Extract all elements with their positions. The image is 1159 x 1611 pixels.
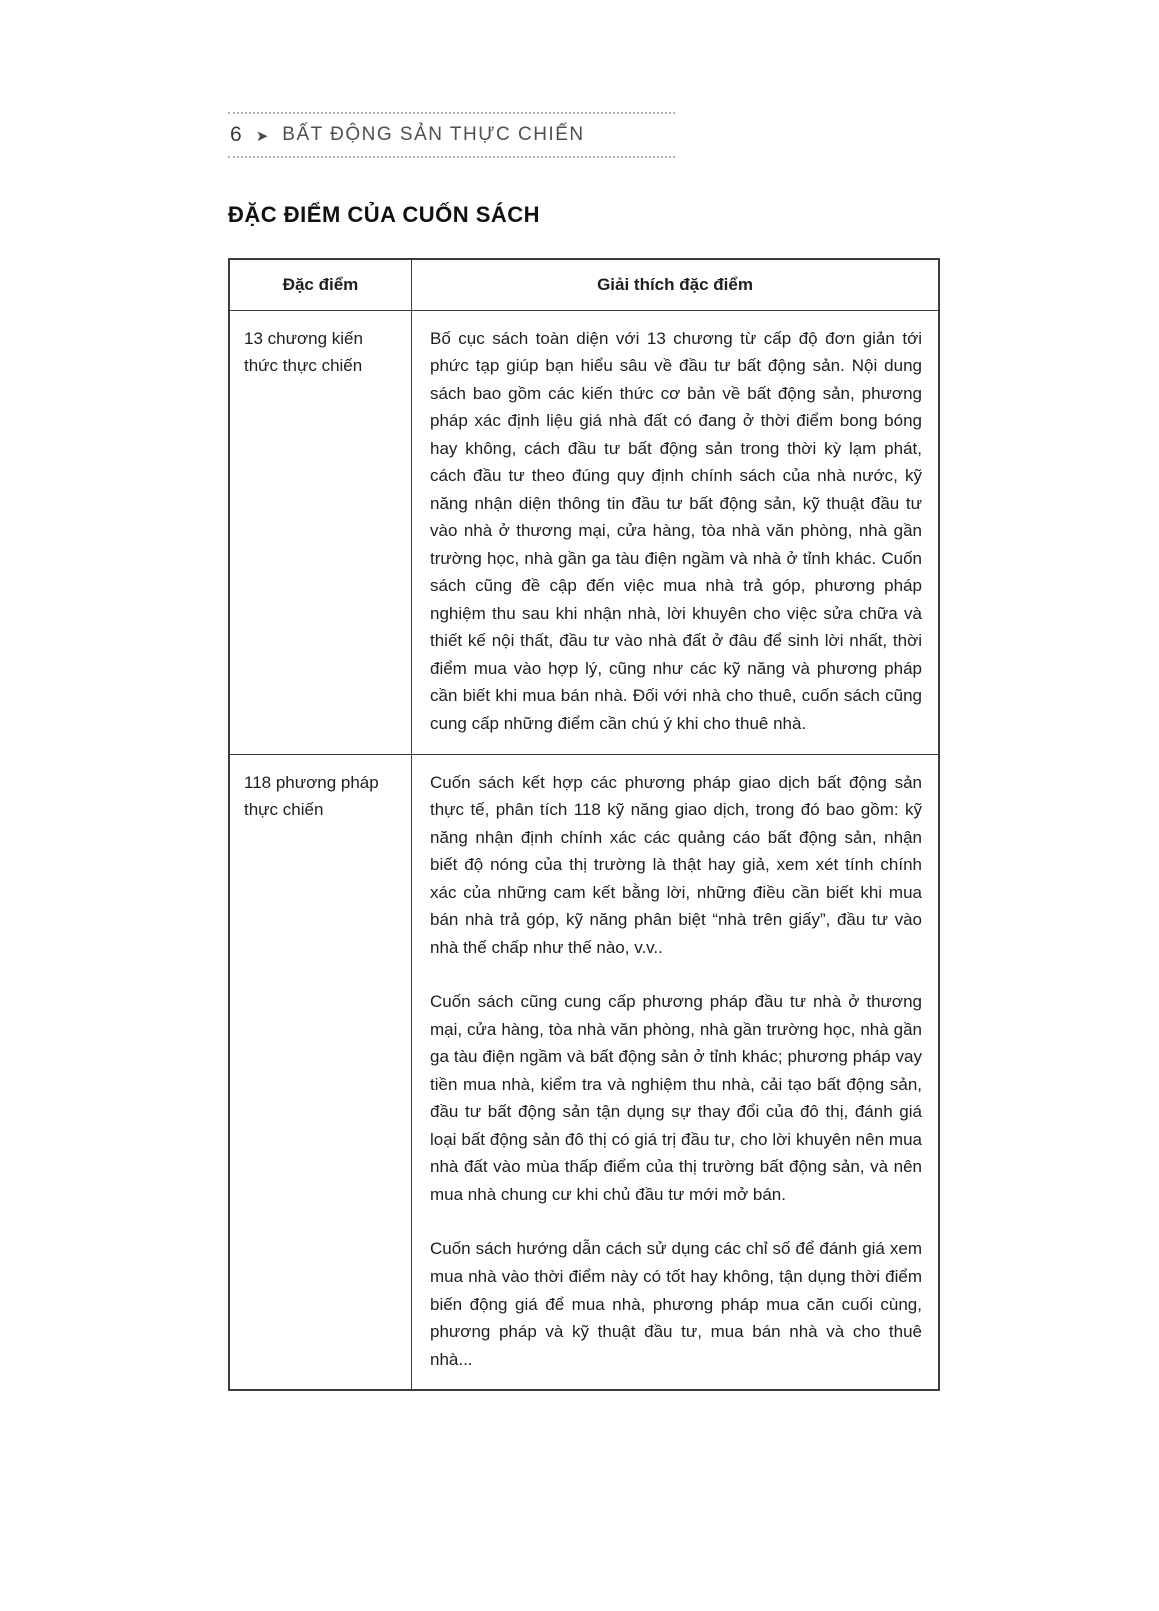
arrow-icon: ➤ <box>255 128 269 145</box>
explanation-paragraph: Bố cục sách toàn diện với 13 chương từ cấp độ đơn giản tới phức tạp giúp bạn hiểu sâu về đầu tư bất động sản. Nội dung sách bao gồm các kiến thức cơ bản về bất động sản, phương pháp xác định liệu giá nhà đất có đang ở thời điểm bong bóng hay không, cách đầu tư bất động sản trong thời kỳ lạm phát, cách đầu tư theo đúng quy định chính sách của nhà nước, kỹ năng nhận diện thông tin đầu tư bất động sản, kỹ thuật đầu tư vào nhà ở thương mại, cửa hàng, tòa nhà văn phòng, nhà gần trường học, nhà gần ga tàu điện ngầm và nhà ở tỉnh khác. Cuốn sách cũng đề cập đến việc mua nhà trả góp, phương pháp nghiệm thu sau khi nhận nhà, lời khuyên cho việc sửa chữa và thiết kế nội thất, đầu tư vào nhà đất ở đâu để sinh lời nhất, thời điểm mua vào hợp lý, cũng như các kỹ năng và phương pháp cần biết khi mua bán nhà. Đối với nhà cho thuê, cuốn sách cũng cung cấp những điểm cần chú ý khi cho thuê nhà. <box>430 328 922 733</box>
section-title: ĐẶC ĐIỂM CỦA CUỐN SÁCH <box>228 202 541 227</box>
table-row <box>230 310 938 754</box>
table-row <box>230 754 938 1390</box>
explanation-paragraph: Cuốn sách kết hợp các phương pháp giao dịch bất động sản thực tế, phân tích 118 kỹ năng giao dịch, trong đó bao gồm: kỹ năng nhận định chính xác các quảng cáo bất động sản, nhận biết độ nóng của thị trường là thật hay giả, xem xét tính chính xác của những cam kết bằng lời, những điều cần biết khi mua bán nhà trả góp, kỹ năng phân biệt “nhà trên giấy”, đầu tư vào nhà thế chấp như thế nào, v.v.. <box>430 772 922 957</box>
features-table <box>228 258 940 1391</box>
explanation-cell <box>412 311 938 754</box>
explanation-paragraph: Cuốn sách cũng cung cấp phương pháp đầu tư nhà ở thương mại, cửa hàng, tòa nhà văn phòng, nhà gần trường học, nhà gần ga tàu điện ngầm và bất động sản ở tỉnh khác; phương pháp vay tiền mua nhà, kiểm tra và nghiệm thu nhà, cải tạo bất động sản, đầu tư bất động sản tận dụng sự thay đổi của đô thị, đánh giá loại bất động sản đô thị có giá trị đầu tư, cho lời khuyên nên mua nhà đất vào mùa thấp điểm của thị trường bất động sản, và nên mua nhà chung cư khi chủ đầu tư mới mở bán. <box>430 992 922 1204</box>
feature-cell: 118 phương pháp thực chiến <box>230 755 412 1390</box>
column-header-explanation: Giải thích đặc điểm <box>597 275 753 294</box>
page-number: 6 <box>230 123 242 146</box>
feature-cell: 13 chương kiến thức thực chiến <box>230 311 412 754</box>
book-page <box>228 0 940 1611</box>
column-header-feature: Đặc điểm <box>230 260 412 310</box>
running-header <box>228 112 675 158</box>
table-header-row <box>230 260 938 310</box>
running-title: BẤT ĐỘNG SẢN THỰC CHIẾN <box>282 124 585 145</box>
explanation-paragraph: Cuốn sách hướng dẫn cách sử dụng các chỉ số để đánh giá xem mua nhà vào thời điểm này có tốt hay không, tận dụng thời điểm biến động giá để mua nhà, phương pháp mua căn cuối cùng, phương pháp và kỹ thuật đầu tư, mua bán nhà và cho thuê nhà... <box>430 1239 922 1369</box>
explanation-cell <box>412 755 938 1390</box>
